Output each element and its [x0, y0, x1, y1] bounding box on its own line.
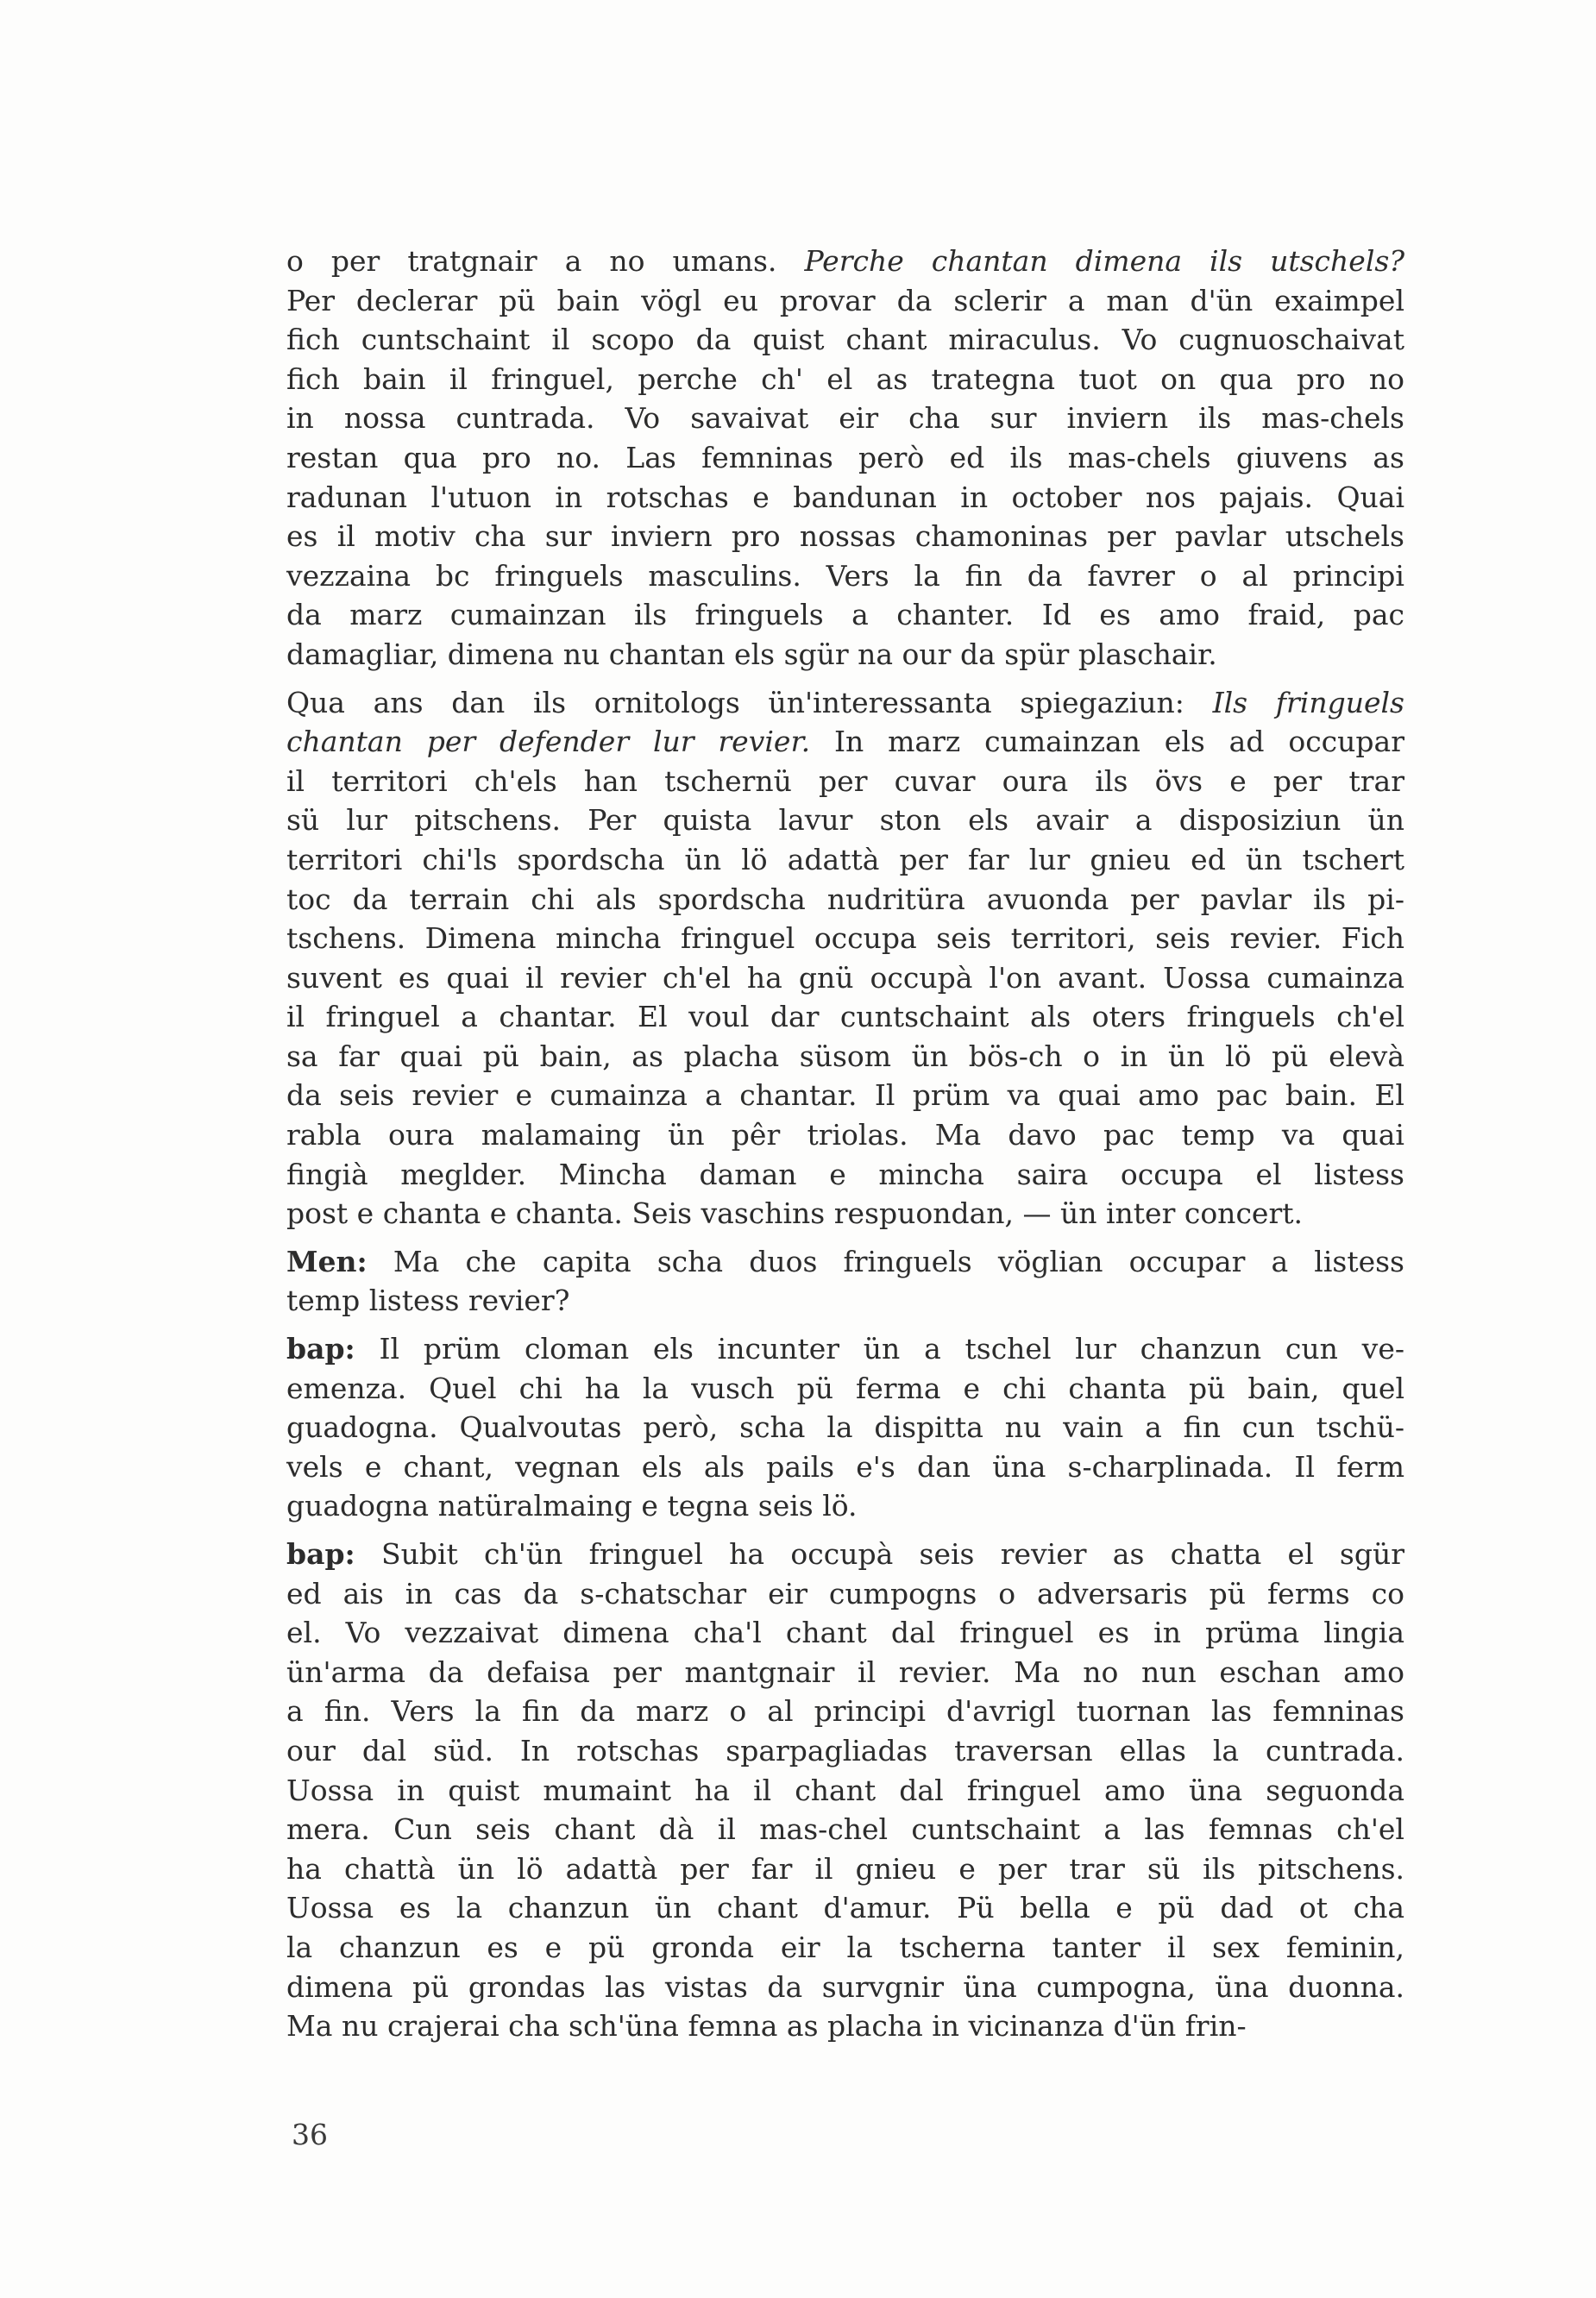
- text-segment: el. Vo vezzaivat dimena cha'l chant dal fringuel es in prüma lingia: [286, 1616, 1404, 1650]
- text-line: [286, 1574, 1404, 1614]
- text-segment: da seis revier e cumainza a chantar. Il prüm va quai amo pac bain. El: [286, 1078, 1404, 1113]
- text-line: [286, 1115, 1404, 1155]
- text-segment: a fin. Vers la fin da marz o al principi d'avrigl tuornan las femninas: [286, 1694, 1404, 1729]
- text-line: [286, 958, 1404, 998]
- speaker-label: bap:: [286, 1537, 355, 1571]
- text-line: [286, 997, 1404, 1037]
- text-line: [286, 1888, 1404, 1928]
- text-segment: toc da terrain chi als spordscha nudritüra avuonda per pavlar ils pi-: [286, 882, 1404, 916]
- text-segment: Uossa es la chanzun ün chant d'amur. Pü bella e pü dad ot cha: [286, 1891, 1404, 1925]
- text-segment: tschens. Dimena mincha fringuel occupa seis territori, seis revier. Fich: [286, 921, 1404, 956]
- text-segment: Il prüm cloman els incunter ün a tschel lur chanzun cun ve-: [355, 1332, 1404, 1366]
- text-segment: Subit ch'ün fringuel ha occupà seis revier as chatta el sgür: [355, 1537, 1404, 1571]
- text-line: [286, 2006, 1404, 2046]
- text-line: [286, 1408, 1404, 1447]
- page-number: 36: [292, 2118, 328, 2151]
- text-segment: post e chanta e chanta. Seis vaschins respuondan, — ün inter concert.: [286, 1196, 1303, 1231]
- text-line: [286, 1535, 1404, 1574]
- emphasis-text: Perche chantan dimena ils utschels?: [804, 244, 1405, 278]
- text-line: [286, 1771, 1404, 1811]
- text-line: [286, 320, 1404, 360]
- text-segment: emenza. Quel chi ha la vusch pü ferma e chi chanta pü bain, quel: [286, 1371, 1404, 1405]
- text-segment: Ma che capita scha duos fringuels vöglian occupar a listess: [367, 1244, 1404, 1278]
- text-line: [286, 762, 1404, 801]
- paragraph: [286, 1329, 1404, 1526]
- text-segment: Per declerar pü bain vögl eu provar da sclerir a man d'ün exaimpel: [286, 283, 1404, 317]
- text-segment: Ma nu crajerai cha sch'üna femna as placha in vicinanza d'ün frin-: [286, 2009, 1247, 2044]
- text-segment: suvent es quai il revier ch'el ha gnü occupà l'on avant. Uossa cumainza: [286, 960, 1404, 995]
- text-segment: guadogna natüralmaing e tegna seis lö.: [286, 1489, 858, 1523]
- text-segment: Qua ans dan ils ornitologs ün'interessanta spiegaziun:: [286, 685, 1213, 719]
- text-line: [286, 1968, 1404, 2007]
- text-line: [286, 1155, 1404, 1195]
- text-line: [286, 1731, 1404, 1771]
- text-segment: il territori ch'els han tschernü per cuvar oura ils övs e per trar: [286, 763, 1404, 798]
- text-line: [286, 1653, 1404, 1692]
- text-segment: vels e chant, vegnan els als pails e's dan üna s-charplinada. Il ferm: [286, 1449, 1404, 1484]
- text-segment: mera. Cun seis chant dà il mas-chel cuntschaint a las femnas ch'el: [286, 1812, 1404, 1847]
- text-line: [286, 1242, 1404, 1282]
- text-segment: la chanzun es e pü gronda eir la tscherna tanter il sex feminin,: [286, 1930, 1404, 1964]
- text-segment: rabla oura malamaing ün pêr triolas. Ma davo pac temp va quai: [286, 1118, 1404, 1152]
- text-line: [286, 360, 1404, 399]
- speaker-label: bap:: [286, 1332, 355, 1366]
- text-segment: fingià meglder. Mincha daman e mincha saira occupa el listess: [286, 1157, 1404, 1191]
- text-line: [286, 801, 1404, 840]
- text-segment: da marz cumainzan ils fringuels a chanter. Id es amo fraid, pac: [286, 598, 1404, 632]
- text-line: [286, 1447, 1404, 1487]
- text-line: [286, 1928, 1404, 1968]
- text-line: [286, 1281, 1404, 1321]
- text-line: [286, 1037, 1404, 1077]
- text-segment: dimena pü grondas las vistas da survgnir üna cumpogna, üna duonna.: [286, 1969, 1404, 2004]
- text-line: [286, 1486, 1404, 1526]
- text-line: [286, 556, 1404, 596]
- text-segment: radunan l'utuon in rotschas e bandunan in october nos pajais. Quai: [286, 480, 1404, 514]
- text-segment: in nossa cuntrada. Vo savaivat eir cha sur inviern ils mas-chels: [286, 401, 1404, 436]
- text-line: [286, 919, 1404, 958]
- text-segment: ed ais in cas da s-chatschar eir cumpogns o adversaris pü ferms co: [286, 1576, 1404, 1610]
- text-segment: temp listess revier?: [286, 1284, 570, 1318]
- text-segment: ün'arma da defaisa per mantgnair il revier. Ma no nun eschan amo: [286, 1654, 1404, 1689]
- text-segment: il fringuel a chantar. El voul dar cuntschaint als oters fringuels ch'el: [286, 1000, 1404, 1034]
- text-line: [286, 281, 1404, 321]
- text-line: [286, 1076, 1404, 1115]
- text-line: [286, 1613, 1404, 1653]
- text-line: [286, 1369, 1404, 1409]
- text-line: [286, 517, 1404, 556]
- text-line: [286, 635, 1404, 675]
- paragraph: [286, 683, 1404, 1234]
- text-segment: Uossa in quist mumaint ha il chant dal fringuel amo üna seguonda: [286, 1773, 1404, 1807]
- text-segment: vezzaina bc fringuels masculins. Vers la fin da favrer o al principi: [286, 558, 1404, 593]
- text-segment: territori chi'ls spordscha ün lö adattà per far lur gnieu ed ün tschert: [286, 842, 1404, 876]
- emphasis-text: Ils fringuels: [1212, 685, 1404, 719]
- text-line: [286, 683, 1404, 723]
- text-line: [286, 1194, 1404, 1234]
- paragraph: [286, 1535, 1404, 2046]
- text-line: [286, 478, 1404, 518]
- text-segment: damagliar, dimena nu chantan els sgür na our da spür plaschair.: [286, 637, 1217, 671]
- text-segment: sü lur pitschens. Per quista lavur ston els avair a disposiziun ün: [286, 803, 1404, 838]
- text-line: [286, 399, 1404, 438]
- text-line: [286, 1692, 1404, 1731]
- text-line: [286, 242, 1404, 281]
- text-segment: ha chattà ün lö adattà per far il gnieu e per trar sü ils pitschens.: [286, 1851, 1404, 1886]
- text-segment: sa far quai pü bain, as placha süsom ün bös-ch o in ün lö pü elevà: [286, 1039, 1404, 1073]
- paragraph: [286, 1242, 1404, 1321]
- text-line: [286, 1849, 1404, 1889]
- body-text: [286, 242, 1404, 2046]
- paragraph: [286, 242, 1404, 675]
- text-line: [286, 722, 1404, 762]
- text-line: [286, 438, 1404, 478]
- text-segment: es il motiv cha sur inviern pro nossas chamoninas per pavlar utschels: [286, 519, 1404, 554]
- text-line: [286, 595, 1404, 635]
- text-segment: fich cuntschaint il scopo da quist chant miraculus. Vo cugnuoschaivat: [286, 323, 1404, 357]
- text-line: [286, 880, 1404, 920]
- text-segment: our dal süd. In rotschas sparpagliadas traversan ellas la cuntrada.: [286, 1733, 1404, 1767]
- text-line: [286, 1810, 1404, 1849]
- emphasis-text: chantan per defender lur revier.: [286, 725, 811, 759]
- text-segment: restan qua pro no. Las femninas però ed ils mas-chels giuvens as: [286, 440, 1404, 474]
- text-line: [286, 840, 1404, 880]
- text-line: [286, 1329, 1404, 1369]
- speaker-label: Men:: [286, 1244, 368, 1278]
- text-segment: o per tratgnair a no umans.: [286, 244, 805, 278]
- text-segment: guadogna. Qualvoutas però, scha la dispitta nu vain a fin cun tschü-: [286, 1410, 1404, 1445]
- text-segment: fich bain il fringuel, perche ch' el as trategna tuot on qua pro no: [286, 361, 1404, 396]
- text-segment: In marz cumainzan els ad occupar: [810, 725, 1404, 759]
